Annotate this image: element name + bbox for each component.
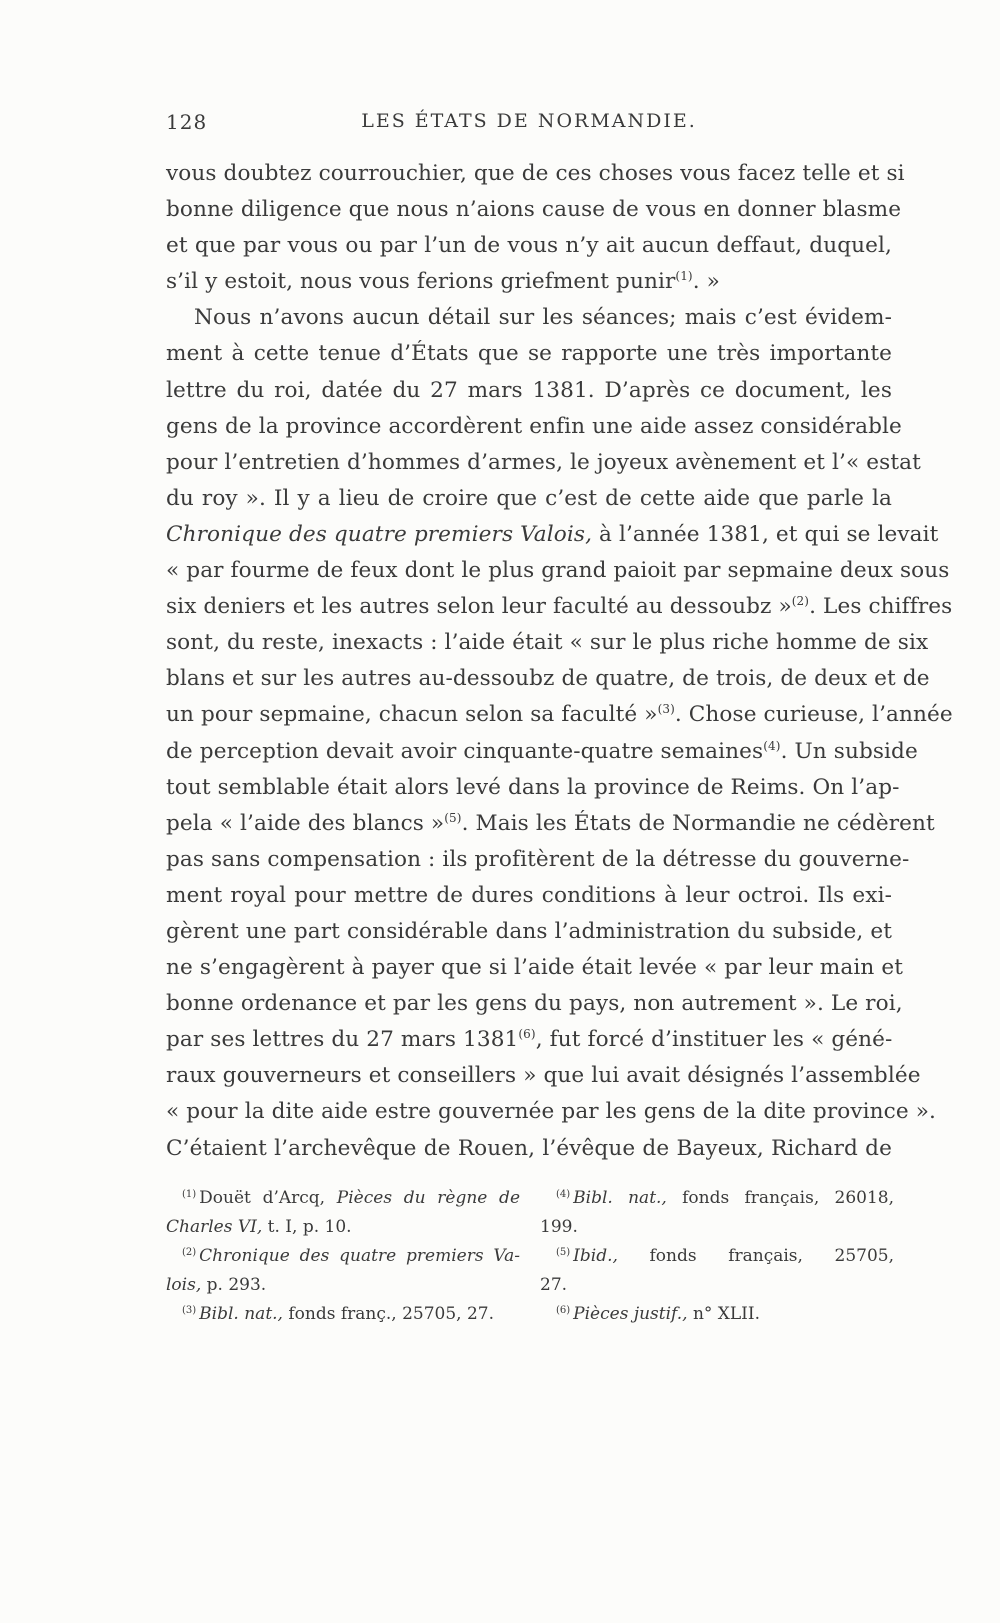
text-line: ment royal pour mettre de dures conditions à leur octroi. Ils exi- bbox=[166, 882, 892, 908]
text-line: tout semblable était alors levé dans la province de Reims. On l’ap- bbox=[166, 774, 900, 800]
text-line: « pour la dite aide estre gouvernée par les gens de la dite province ». bbox=[166, 1099, 936, 1125]
text-line: six deniers et les autres selon leur faculté au dessoubz »$^{(2)}$. Les chiffres bbox=[166, 594, 953, 620]
text-line: s’il y estoit, nous vous ferions griefment punir$^{(1)}$. » bbox=[166, 269, 720, 295]
text-line: ment à cette tenue d’États que se rapporte une très importante bbox=[166, 341, 892, 367]
note-ref: (1) bbox=[675, 269, 693, 284]
note-ref: (6) bbox=[518, 1027, 536, 1042]
footnote-5-cont: 27. bbox=[540, 1275, 568, 1295]
text-line: lettre du roi, datée du 27 mars 1381. D’après ce document, les bbox=[166, 377, 892, 403]
footnote-4: $^{(4)}$ Bibl. nat., fonds français, 26018, bbox=[556, 1188, 895, 1208]
text-line: pas sans compensation : ils profitèrent de la détresse du gouverne- bbox=[166, 846, 910, 872]
note-ref: (3) bbox=[657, 702, 675, 717]
text-line: pela « l’aide des blancs »$^{(5)}$. Mais les États de Normandie ne cédèrent bbox=[166, 810, 935, 836]
body-text bbox=[166, 156, 953, 1167]
text-line: et que par vous ou par l’un de vous n’y ait aucun deffaut, duquel, bbox=[166, 233, 892, 259]
italic-title: Chronique des quatre premiers Valois, bbox=[166, 521, 593, 547]
text-line: blans et sur les autres au-dessoubz de quatre, de trois, de deux et de bbox=[166, 666, 930, 692]
text-line: gens de la province accordèrent enfin une aide assez considérable bbox=[166, 413, 902, 439]
note-ref: (5) bbox=[444, 810, 462, 825]
text-line: Nous n’avons aucun détail sur les séances; mais c’est évidem- bbox=[194, 305, 892, 331]
note-ref: (2) bbox=[791, 594, 810, 609]
text-line: bonne diligence que nous n’aions cause de vous en donner blasme bbox=[166, 197, 902, 223]
footnote-1: $^{(1)}$ Douët d’Arcq, Pièces du règne de bbox=[182, 1188, 521, 1208]
footnote-2-cont: lois, p. 293. bbox=[166, 1275, 267, 1295]
text-line: bonne ordenance et par les gens du pays, non autrement ». Le roi, bbox=[166, 991, 903, 1017]
text-line: un pour sepmaine, chacun selon sa faculté »$^{(3)}$. Chose curieuse, l’année bbox=[166, 702, 953, 728]
text-line: par ses lettres du 27 mars 1381$^{(6)}$, fut forcé d’instituer les « géné- bbox=[166, 1027, 893, 1053]
text-line: ne s’engagèrent à payer que si l’aide était levée « par leur main et bbox=[166, 955, 903, 981]
footnote-3: $^{(3)}$ Bibl. nat., fonds franç., 25705, 27. bbox=[182, 1304, 495, 1324]
text-line: du roy ». Il y a lieu de croire que c’est de cette aide que parle la bbox=[166, 485, 892, 511]
text-line: vous doubtez courrouchier, que de ces choses vous facez telle et si bbox=[166, 161, 905, 186]
footnote-1-cont: Charles VI, t. I, p. 10. bbox=[166, 1217, 352, 1237]
text-line: C’étaient l’archevêque de Rouen, l’évêque de Bayeux, Richard de bbox=[166, 1135, 892, 1161]
text-line: gèrent une part considérable dans l’administration du subside, et bbox=[166, 918, 892, 944]
text-line: « par fourme de feux dont le plus grand paioit par sepmaine deux sous bbox=[166, 558, 950, 584]
text-line: de perception devait avoir cinquante-quatre semaines$^{(4)}$. Un subside bbox=[166, 738, 918, 764]
text-line: pour l’entretien d’hommes d’armes, le joyeux avènement et l’« estat bbox=[166, 449, 921, 475]
note-ref: (4) bbox=[763, 738, 781, 753]
text-line: Chronique des quatre premiers Valois, à l’année 1381, et qui se levait bbox=[166, 521, 939, 547]
footnotes-right-column bbox=[540, 1184, 894, 1329]
page-number: 128 bbox=[166, 110, 208, 134]
footnote-5: $^{(5)}$ Ibid., fonds français, 25705, bbox=[556, 1246, 894, 1266]
running-head bbox=[166, 110, 892, 140]
text-line: raux gouverneurs et conseillers » que lui avait désignés l’assemblée bbox=[166, 1063, 921, 1089]
footnotes-left-column bbox=[166, 1184, 520, 1329]
footnote-2: $^{(2)}$ Chronique des quatre premiers Va- bbox=[182, 1246, 520, 1266]
running-title: LES ÉTATS DE NORMANDIE. bbox=[361, 110, 697, 132]
footnote-6: $^{(6)}$ Pièces justif., n° XLII. bbox=[556, 1304, 761, 1324]
footnote-4-cont: 199. bbox=[540, 1217, 578, 1237]
text-line: sont, du reste, inexacts : l’aide était « sur le plus riche homme de six bbox=[166, 630, 929, 656]
